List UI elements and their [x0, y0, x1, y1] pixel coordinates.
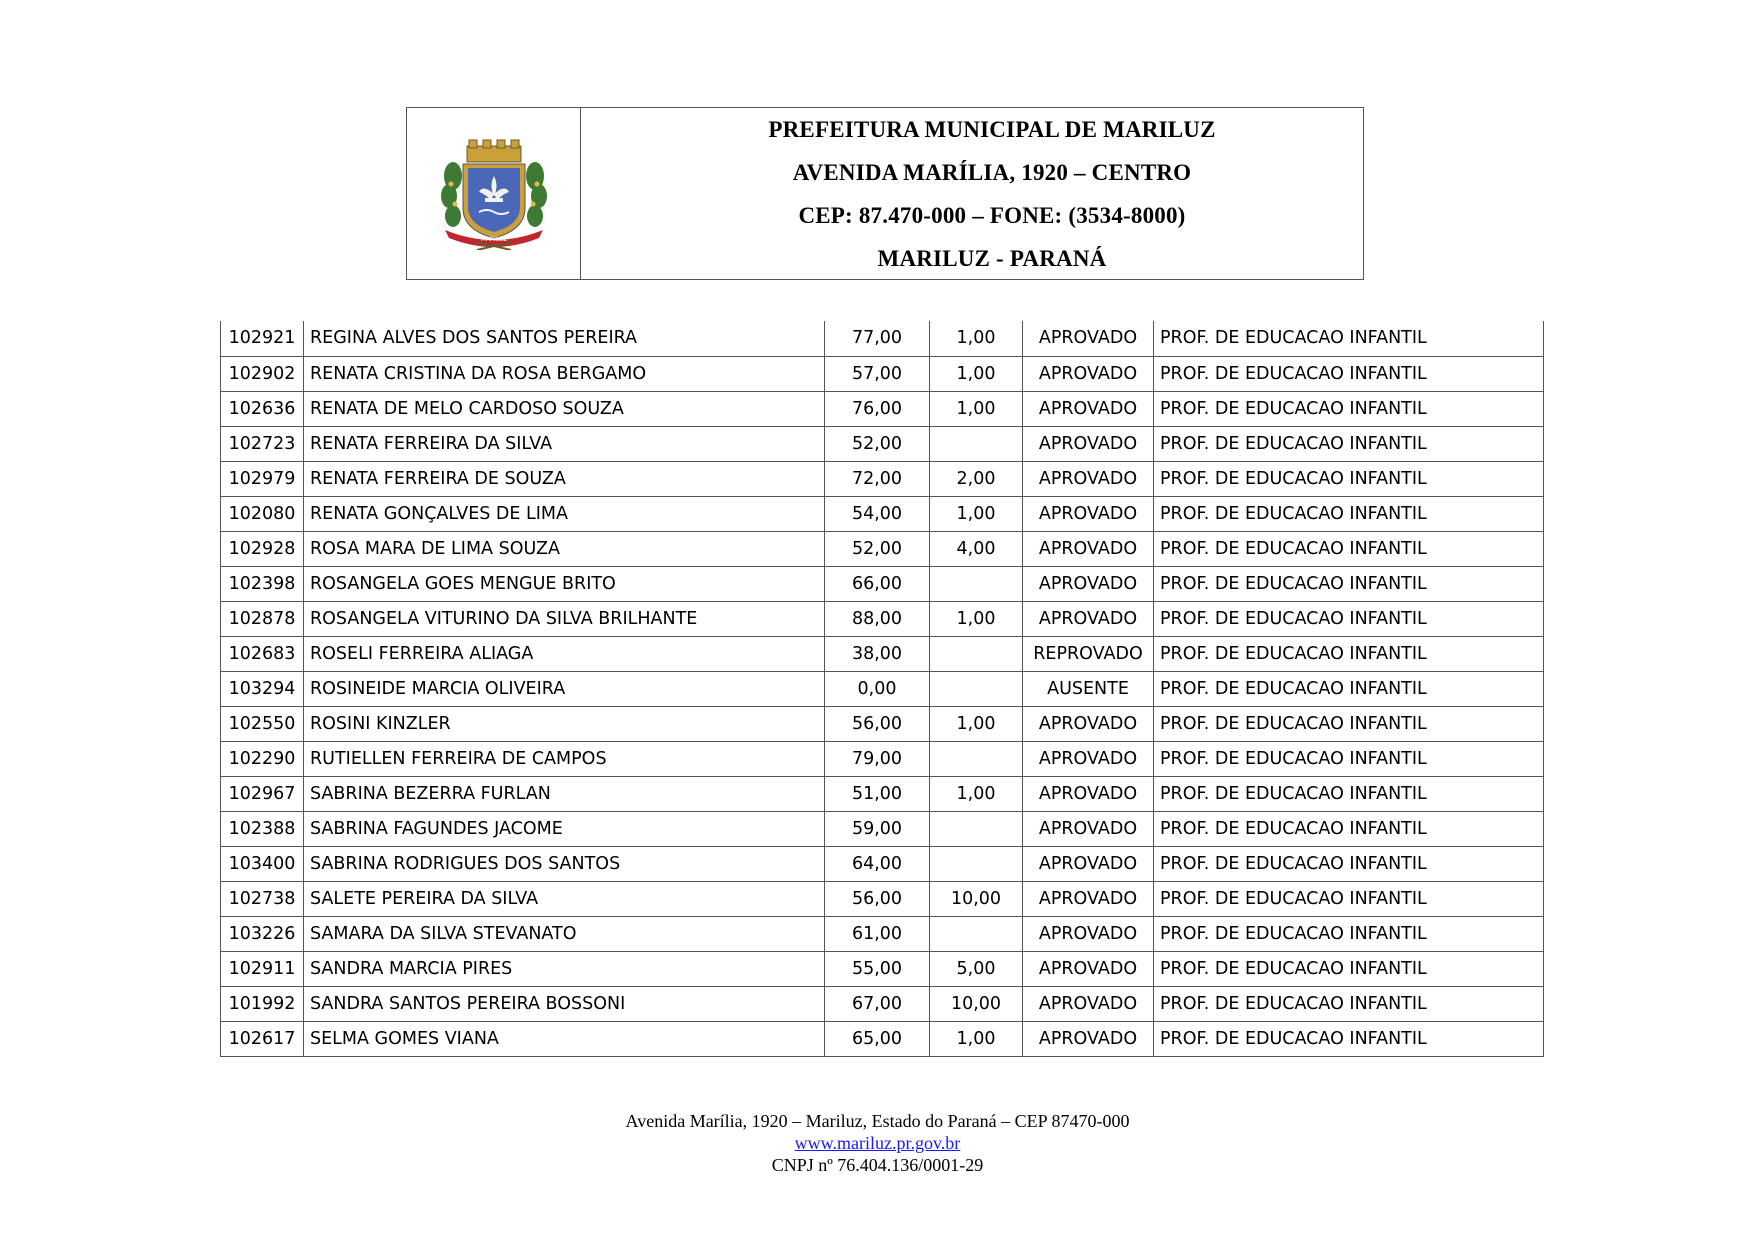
table-row: [221, 1021, 1544, 1056]
table-row: [221, 741, 1544, 776]
registration-number-cell: 102878: [221, 601, 304, 636]
table-row: [221, 566, 1544, 601]
municipal-crest-logo: [439, 138, 549, 250]
exam-score-cell: 55,00: [825, 951, 930, 986]
title-points-cell: [930, 671, 1023, 706]
table-row: [221, 391, 1544, 426]
registration-number-cell: 102979: [221, 461, 304, 496]
candidate-name-cell: ROSELI FERREIRA ALIAGA: [304, 636, 825, 671]
position-name-cell: PROF. DE EDUCACAO INFANTIL: [1154, 531, 1544, 566]
registration-number-cell: 102290: [221, 741, 304, 776]
registration-number-cell: 102550: [221, 706, 304, 741]
result-status-cell: APROVADO: [1023, 356, 1154, 391]
position-name-cell: PROF. DE EDUCACAO INFANTIL: [1154, 916, 1544, 951]
registration-number-cell: 102738: [221, 881, 304, 916]
letterhead-address: AVENIDA MARÍLIA, 1920 – CENTRO: [792, 159, 1192, 185]
registration-number-cell: 102080: [221, 496, 304, 531]
exam-score-cell: 57,00: [825, 356, 930, 391]
table-row: [221, 671, 1544, 706]
result-status-cell: APROVADO: [1023, 496, 1154, 531]
title-points-cell: [930, 811, 1023, 846]
title-points-cell: [930, 916, 1023, 951]
candidate-name-cell: SANDRA SANTOS PEREIRA BOSSONI: [304, 986, 825, 1021]
title-points-cell: [930, 566, 1023, 601]
table-row: [221, 321, 1544, 356]
exam-score-cell: 64,00: [825, 846, 930, 881]
position-name-cell: PROF. DE EDUCACAO INFANTIL: [1154, 356, 1544, 391]
exam-score-cell: 52,00: [825, 426, 930, 461]
letterhead-text: [581, 108, 1363, 279]
registration-number-cell: 102388: [221, 811, 304, 846]
footer-cnpj: CNPJ nº 76.404.136/0001-29: [771, 1155, 984, 1175]
registration-number-cell: 102723: [221, 426, 304, 461]
exam-score-cell: 61,00: [825, 916, 930, 951]
exam-score-cell: 56,00: [825, 706, 930, 741]
candidate-name-cell: RUTIELLEN FERREIRA DE CAMPOS: [304, 741, 825, 776]
position-name-cell: PROF. DE EDUCACAO INFANTIL: [1154, 391, 1544, 426]
title-points-cell: 1,00: [930, 496, 1023, 531]
table-row: [221, 776, 1544, 811]
table-row: [221, 496, 1544, 531]
title-points-cell: [930, 426, 1023, 461]
registration-number-cell: 103400: [221, 846, 304, 881]
candidate-name-cell: RENATA FERREIRA DE SOUZA: [304, 461, 825, 496]
table-row: [221, 881, 1544, 916]
registration-number-cell: 102683: [221, 636, 304, 671]
result-status-cell: APROVADO: [1023, 916, 1154, 951]
candidate-name-cell: ROSINI KINZLER: [304, 706, 825, 741]
registration-number-cell: 102911: [221, 951, 304, 986]
position-name-cell: PROF. DE EDUCACAO INFANTIL: [1154, 846, 1544, 881]
result-status-cell: APROVADO: [1023, 461, 1154, 496]
title-points-cell: 5,00: [930, 951, 1023, 986]
result-status-cell: APROVADO: [1023, 426, 1154, 461]
title-points-cell: [930, 636, 1023, 671]
exam-score-cell: 38,00: [825, 636, 930, 671]
registration-number-cell: 102928: [221, 531, 304, 566]
candidate-name-cell: SABRINA RODRIGUES DOS SANTOS: [304, 846, 825, 881]
candidate-name-cell: SELMA GOMES VIANA: [304, 1021, 825, 1056]
position-name-cell: PROF. DE EDUCACAO INFANTIL: [1154, 496, 1544, 531]
result-status-cell: APROVADO: [1023, 741, 1154, 776]
result-status-cell: APROVADO: [1023, 1021, 1154, 1056]
exam-score-cell: 66,00: [825, 566, 930, 601]
page-footer: [0, 1110, 1755, 1176]
position-name-cell: PROF. DE EDUCACAO INFANTIL: [1154, 461, 1544, 496]
position-name-cell: PROF. DE EDUCACAO INFANTIL: [1154, 986, 1544, 1021]
title-points-cell: 1,00: [930, 1021, 1023, 1056]
table-row: [221, 531, 1544, 566]
registration-number-cell: 101992: [221, 986, 304, 1021]
exam-score-cell: 67,00: [825, 986, 930, 1021]
table-row: [221, 951, 1544, 986]
candidate-name-cell: RENATA GONÇALVES DE LIMA: [304, 496, 825, 531]
result-status-cell: APROVADO: [1023, 391, 1154, 426]
result-status-cell: REPROVADO: [1023, 636, 1154, 671]
table-row: [221, 601, 1544, 636]
title-points-cell: 1,00: [930, 321, 1023, 356]
position-name-cell: PROF. DE EDUCACAO INFANTIL: [1154, 636, 1544, 671]
result-status-cell: APROVADO: [1023, 881, 1154, 916]
result-status-cell: APROVADO: [1023, 776, 1154, 811]
registration-number-cell: 102617: [221, 1021, 304, 1056]
letterhead: [406, 107, 1364, 280]
candidate-name-cell: REGINA ALVES DOS SANTOS PEREIRA: [304, 321, 825, 356]
result-status-cell: APROVADO: [1023, 846, 1154, 881]
position-name-cell: PROF. DE EDUCACAO INFANTIL: [1154, 671, 1544, 706]
result-status-cell: APROVADO: [1023, 986, 1154, 1021]
exam-score-cell: 65,00: [825, 1021, 930, 1056]
exam-score-cell: 0,00: [825, 671, 930, 706]
title-points-cell: 10,00: [930, 881, 1023, 916]
position-name-cell: PROF. DE EDUCACAO INFANTIL: [1154, 811, 1544, 846]
footer-address: Avenida Marília, 1920 – Mariluz, Estado do Paraná – CEP 87470-000: [625, 1111, 1130, 1131]
position-name-cell: PROF. DE EDUCACAO INFANTIL: [1154, 741, 1544, 776]
table-row: [221, 356, 1544, 391]
exam-score-cell: 72,00: [825, 461, 930, 496]
letterhead-title: PREFEITURA MUNICIPAL DE MARILUZ: [768, 116, 1216, 142]
result-status-cell: APROVADO: [1023, 601, 1154, 636]
crest-ribbon-text: MARILUZ: [480, 235, 507, 243]
registration-number-cell: 102921: [221, 321, 304, 356]
title-points-cell: 4,00: [930, 531, 1023, 566]
exam-score-cell: 76,00: [825, 391, 930, 426]
position-name-cell: PROF. DE EDUCACAO INFANTIL: [1154, 601, 1544, 636]
candidate-name-cell: SANDRA MARCIA PIRES: [304, 951, 825, 986]
results-table-body: [221, 321, 1544, 1056]
footer-website-link[interactable]: www.mariluz.pr.gov.br: [794, 1133, 961, 1153]
table-row: [221, 811, 1544, 846]
position-name-cell: PROF. DE EDUCACAO INFANTIL: [1154, 566, 1544, 601]
exam-score-cell: 51,00: [825, 776, 930, 811]
candidate-name-cell: SAMARA DA SILVA STEVANATO: [304, 916, 825, 951]
position-name-cell: PROF. DE EDUCACAO INFANTIL: [1154, 951, 1544, 986]
exam-score-cell: 54,00: [825, 496, 930, 531]
title-points-cell: [930, 846, 1023, 881]
title-points-cell: [930, 741, 1023, 776]
position-name-cell: PROF. DE EDUCACAO INFANTIL: [1154, 321, 1544, 356]
title-points-cell: 1,00: [930, 776, 1023, 811]
results-table: [220, 321, 1544, 1057]
title-points-cell: 1,00: [930, 356, 1023, 391]
result-status-cell: APROVADO: [1023, 566, 1154, 601]
position-name-cell: PROF. DE EDUCACAO INFANTIL: [1154, 881, 1544, 916]
registration-number-cell: 102967: [221, 776, 304, 811]
result-status-cell: AUSENTE: [1023, 671, 1154, 706]
title-points-cell: 10,00: [930, 986, 1023, 1021]
position-name-cell: PROF. DE EDUCACAO INFANTIL: [1154, 706, 1544, 741]
title-points-cell: 1,00: [930, 391, 1023, 426]
candidate-name-cell: RENATA FERREIRA DA SILVA: [304, 426, 825, 461]
table-row: [221, 426, 1544, 461]
exam-score-cell: 52,00: [825, 531, 930, 566]
position-name-cell: PROF. DE EDUCACAO INFANTIL: [1154, 776, 1544, 811]
registration-number-cell: 102636: [221, 391, 304, 426]
registration-number-cell: 102398: [221, 566, 304, 601]
candidate-name-cell: SABRINA BEZERRA FURLAN: [304, 776, 825, 811]
exam-score-cell: 59,00: [825, 811, 930, 846]
letterhead-city: MARILUZ - PARANÁ: [877, 245, 1107, 271]
registration-number-cell: 102902: [221, 356, 304, 391]
candidate-name-cell: ROSINEIDE MARCIA OLIVEIRA: [304, 671, 825, 706]
result-status-cell: APROVADO: [1023, 321, 1154, 356]
position-name-cell: PROF. DE EDUCACAO INFANTIL: [1154, 1021, 1544, 1056]
title-points-cell: 1,00: [930, 601, 1023, 636]
exam-score-cell: 79,00: [825, 741, 930, 776]
candidate-name-cell: SABRINA FAGUNDES JACOME: [304, 811, 825, 846]
table-row: [221, 986, 1544, 1021]
candidate-name-cell: SALETE PEREIRA DA SILVA: [304, 881, 825, 916]
registration-number-cell: 103294: [221, 671, 304, 706]
table-row: [221, 916, 1544, 951]
letterhead-contact: CEP: 87.470-000 – FONE: (3534-8000): [798, 202, 1186, 228]
table-row: [221, 636, 1544, 671]
table-row: [221, 706, 1544, 741]
table-row: [221, 461, 1544, 496]
candidate-name-cell: ROSANGELA VITURINO DA SILVA BRILHANTE: [304, 601, 825, 636]
exam-score-cell: 77,00: [825, 321, 930, 356]
logo-cell: [407, 108, 581, 279]
title-points-cell: 1,00: [930, 706, 1023, 741]
title-points-cell: 2,00: [930, 461, 1023, 496]
candidate-name-cell: RENATA DE MELO CARDOSO SOUZA: [304, 391, 825, 426]
exam-score-cell: 56,00: [825, 881, 930, 916]
registration-number-cell: 103226: [221, 916, 304, 951]
candidate-name-cell: RENATA CRISTINA DA ROSA BERGAMO: [304, 356, 825, 391]
table-row: [221, 846, 1544, 881]
candidate-name-cell: ROSANGELA GOES MENGUE BRITO: [304, 566, 825, 601]
result-status-cell: APROVADO: [1023, 951, 1154, 986]
candidate-name-cell: ROSA MARA DE LIMA SOUZA: [304, 531, 825, 566]
result-status-cell: APROVADO: [1023, 706, 1154, 741]
position-name-cell: PROF. DE EDUCACAO INFANTIL: [1154, 426, 1544, 461]
result-status-cell: APROVADO: [1023, 531, 1154, 566]
exam-score-cell: 88,00: [825, 601, 930, 636]
result-status-cell: APROVADO: [1023, 811, 1154, 846]
